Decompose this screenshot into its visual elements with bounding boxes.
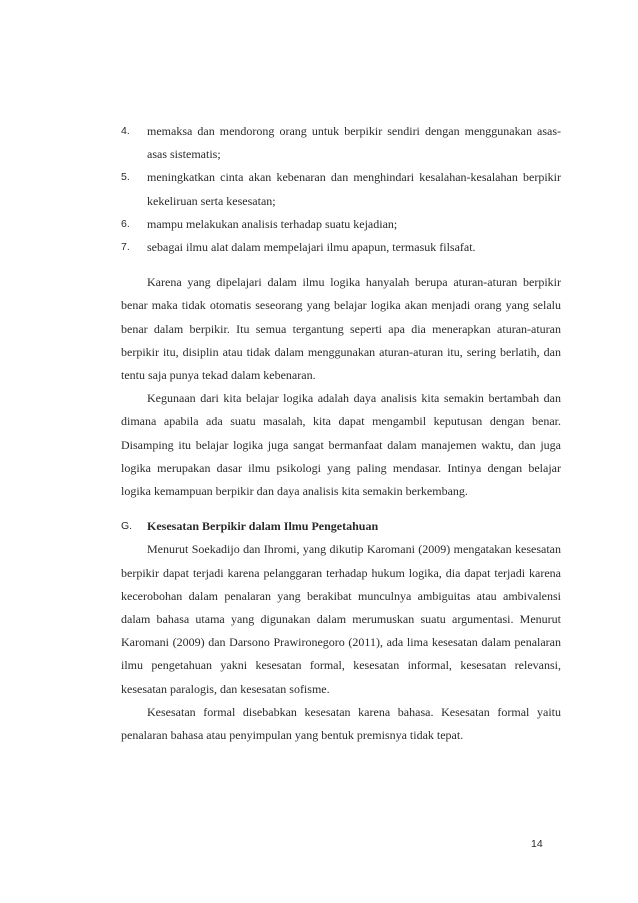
list-item-number: 7. — [121, 241, 130, 254]
list-item — [121, 120, 561, 166]
section-heading — [121, 515, 561, 538]
section-title: Kesesatan Berpikir dalam Ilmu Pengetahuan — [147, 519, 379, 534]
list-item — [121, 166, 561, 212]
page-number: 14 — [531, 838, 543, 850]
body-paragraph: Kegunaan dari kita belajar logika adalah daya analisis kita semakin bertambah dan dimana apabila ada suatu masalah, kita dapat mengambil keputusan dengan benar. Disamping itu belajar logika juga sangat bermanfaat dalam manajemen waktu, dan juga logika merupakan dasar ilmu psikologi yang paling mendasar. Intinya dengan belajar logika kemampuan berpikir dan daya analisis kita semakin berkembang. — [121, 391, 561, 499]
list-item-text: memaksa dan mendorong orang untuk berpikir sendiri dengan menggunakan asas-asas sistematis; — [147, 124, 561, 162]
list-item-text: mampu melakukan analisis terhadap suatu kejadian; — [147, 216, 398, 231]
list-item — [121, 213, 561, 236]
list-item — [121, 236, 561, 259]
list-item-number: 4. — [121, 125, 130, 137]
numbered-list — [121, 120, 561, 259]
list-item-number: 6. — [121, 217, 130, 230]
body-paragraph: Kesesatan formal disebabkan kesesatan karena bahasa. Kesesatan formal yaitu penalaran bahasa atau penyimpulan yang bentuk premisnya tidak tepat. — [121, 704, 561, 743]
body-paragraph: Menurut Soekadijo dan Ihromi, yang dikutip Karomani (2009) mengatakan kesesatan berpikir dapat terjadi karena pelanggaran terhadap hukum logika, dia dapat terjadi karena kecerobohan dalam penalaran yang berakibat munculnya ambiguitas atau ambivalensi dalam bahasa utama yang digunakan dalam merumuskan suatu argumentasi. Menurut Karomani (2009) dan Darsono Prawironegoro (2011), ada lima kesesatan dalam penalaran ilmu pengetahuan yakni kesesatan formal, kesesatan informal, kesesatan relevansi, kesesatan paralogis, dan kesesatan sofisme. — [121, 542, 561, 696]
page-content — [121, 120, 561, 747]
list-item-number: 5. — [121, 171, 130, 184]
spacer — [121, 259, 561, 271]
body-paragraph: Karena yang dipelajari dalam ilmu logika hanyalah berupa aturan-aturan berpikir benar maka tidak otomatis seseorang yang belajar logika akan menjadi orang yang selalu benar dalam berpikir. Itu semua tergantung seperti apa dia menerapkan aturan-aturan berpikir itu, disiplin atau tidak dalam menggunakan aturan-aturan itu, sering berlatih, dan tentu saja punya tekad dalam kebenaran. — [121, 275, 561, 383]
section-letter: G. — [121, 520, 133, 533]
list-item-text: meningkatkan cinta akan kebenaran dan menghindari kesalahan-kesalahan berpikir kekeliruan serta kesesatan; — [147, 170, 561, 208]
spacer — [121, 503, 561, 515]
list-item-text: sebagai ilmu alat dalam mempelajari ilmu apapun, termasuk filsafat. — [147, 240, 476, 255]
